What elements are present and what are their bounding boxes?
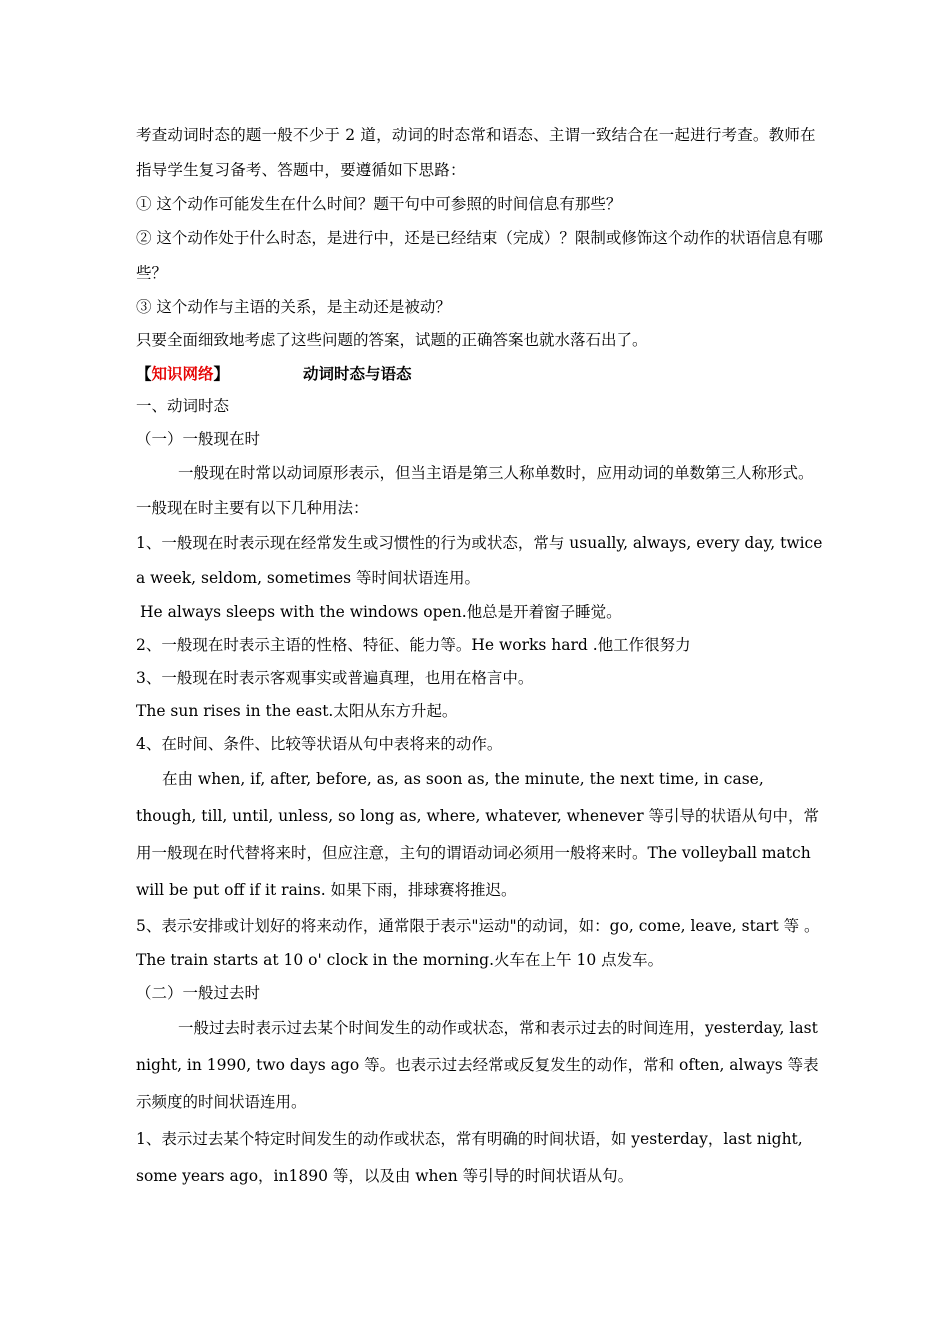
- simple-present-usage-1: 1、一般现在时表示现在经常发生或习惯性的行为或状态，常与 usually, always, every day, twice a week, seldom, sometimes 等时间状语连用。: [136, 534, 823, 587]
- simple-present-usage-5: 5、表示安排或计划好的将来动作，通常限于表示"运动"的动词，如：go, come, leave, start 等 。: [136, 917, 820, 935]
- simple-past-usage-1: 1、表示过去某个特定时间发生的动作或状态，常有明确的时间状语，如 yesterday，last night, some years ago，in1890 等，以及由 when 等引导的时间状语从句。: [136, 1130, 803, 1185]
- simple-present-example-1: He always sleeps with the windows open.他总是开着窗子睡觉。: [140, 603, 622, 621]
- question-2: ② 这个动作处于什么时态，是进行中，还是已经结束（完成）？限制或修饰这个动作的状语信息有哪些？: [136, 229, 823, 282]
- question-1: ① 这个动作可能发生在什么时间？题干句中可参照的时间信息有那些？: [136, 195, 622, 213]
- subsection-1-title: （一）一般现在时: [136, 430, 261, 448]
- knowledge-network-title: 动词时态与语态: [303, 364, 412, 383]
- simple-present-usage-3: 3、一般现在时表示客观事实或普遍真理，也用在格言中。: [136, 669, 534, 687]
- simple-present-usage-2: 2、一般现在时表示主语的性格、特征、能力等。He works hard .他工作很努力: [136, 636, 691, 654]
- knowledge-network-heading: [136, 357, 826, 390]
- conclusion: 只要全面细致地考虑了这些问题的答案，试题的正确答案也就水落石出了。: [136, 331, 648, 349]
- bracket-open: 【: [136, 364, 152, 383]
- simple-present-example-5: The train starts at 10 o' clock in the morning.火车在上午 10 点发车。: [136, 951, 664, 969]
- simple-present-example-3: The sun rises in the east.太阳从东方升起。: [136, 702, 458, 720]
- subsection-2-title: （二）一般过去时: [136, 984, 261, 1002]
- bracket-close: 】: [213, 364, 230, 383]
- simple-present-usage-4: 4、在时间、条件、比较等状语从句中表将来的动作。: [136, 735, 503, 753]
- document-page: [136, 118, 826, 1195]
- simple-present-intro: 一般现在时常以动词原形表示，但当主语是第三人称单数时，应用动词的单数第三人称形式。一般现在时主要有以下几种用法：: [136, 464, 814, 517]
- simple-past-intro: 一般过去时表示过去某个时间发生的动作或状态，常和表示过去的时间连用，yesterday, last night, in 1990, two days ago 等。也表示过去经常或反复发生的动作，常和 often, always 等表示频度的时间状语连用。: [136, 1019, 819, 1111]
- intro-paragraph: 考查动词时态的题一般不少于 2 道，动词的时态常和语态、主谓一致结合在一起进行考查。教师在指导学生复习备考、答题中，要遵循如下思路：: [136, 126, 816, 179]
- question-3: ③ 这个动作与主语的关系，是主动还是被动？: [136, 298, 451, 316]
- section-title: 一、动词时态: [136, 397, 230, 415]
- simple-present-usage-4-detail: 在由 when, if, after, before, as, as soon as, the minute, the next time, in case, though, till, until, unless, so long as, where, whatever, whenever 等引导的状语从句中，常用一般现在时代替将来时，但应注意，主句的谓语动词必须用一般将来时。The volleyball match will be put off if it rains. 如果下雨，排球赛将推迟。: [136, 770, 820, 899]
- knowledge-network-label: 知识网络: [151, 364, 214, 383]
